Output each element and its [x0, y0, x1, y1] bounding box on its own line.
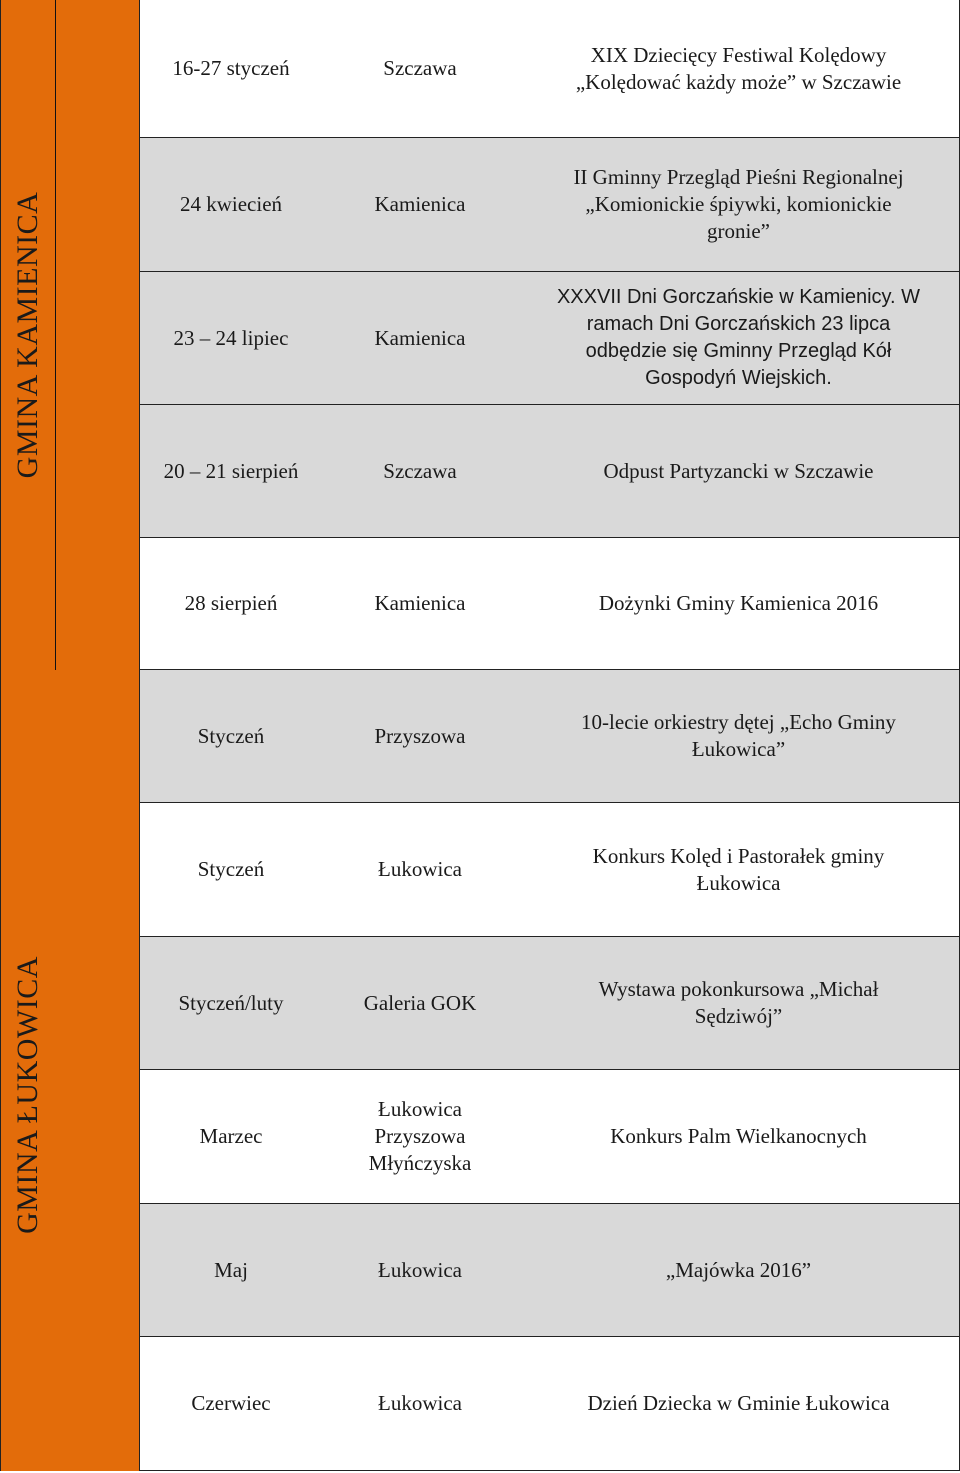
date-cell: Marzec [199, 1124, 263, 1148]
table-row [140, 670, 959, 803]
table-row [140, 1070, 959, 1204]
event-cell: II Gminny Przegląd Pieśni Regionalnej „Komionickie śpiywki, komionickie gronie” [573, 165, 904, 243]
date-cell: 23 – 24 lipiec [173, 325, 289, 350]
place-cell: Kamienica [374, 192, 466, 216]
place-cell: Kamienica [374, 591, 466, 615]
event-cell: Dożynki Gminy Kamienica 2016 [598, 591, 879, 615]
place-cell: Łukowica [378, 1257, 462, 1282]
table-row [140, 1337, 959, 1471]
date-cell: 24 kwiecień [179, 192, 283, 216]
date-cell: 20 – 21 sierpień [163, 458, 299, 483]
event-cell: Dzień Dziecka w Gminie Łukowica [587, 1391, 890, 1415]
place-cell: Kamienica [374, 325, 466, 350]
date-cell: Czerwiec [191, 1391, 271, 1415]
table-row [140, 405, 959, 538]
event-cell: „Majówka 2016” [665, 1257, 812, 1282]
event-cell: Konkurs Palm Wielkanocnych [610, 1124, 867, 1148]
place-cell: Szczawa [383, 56, 457, 80]
table-row [140, 538, 959, 670]
event-cell: 10-lecie orkiestry dętej „Echo Gminy Łukowica” [581, 710, 896, 761]
place-cell: Łukowica [378, 857, 462, 881]
table-row [140, 0, 959, 138]
table-row [140, 803, 959, 937]
event-cell: Wystawa pokonkursowa „Michał Sędziwój” [598, 977, 879, 1028]
event-cell: Odpust Partyzancki w Szczawie [603, 458, 874, 483]
place-cell: Łukowica Przyszowa Młyńczyska [368, 1097, 472, 1175]
table-row [140, 138, 959, 272]
section-kamienica-inner [1, 0, 56, 670]
event-cell: Konkurs Kolęd i Pastorałek gminy Łukowica [592, 843, 885, 895]
place-cell: Łukowica [378, 1391, 462, 1415]
place-cell: Szczawa [383, 458, 457, 483]
section-label-lukowica: GMINA ŁUKOWICA [11, 955, 44, 1234]
date-cell: 28 sierpień [184, 591, 278, 615]
place-cell: Przyszowa [374, 723, 466, 748]
section-lukowica-inner [1, 670, 55, 1471]
event-cell: XXXVII Dni Gorczańskie w Kamienicy. W ramach Dni Gorczańskich 23 lipca odbędzie się Gminny Przegląd Kół Gospodyń Wiejskich. [556, 286, 921, 389]
date-cell: Styczeń [197, 857, 265, 881]
section-label-kamienica: GMINA KAMIENICA [11, 191, 44, 479]
section-kamienica [1, 0, 139, 670]
table-row [140, 937, 959, 1070]
table-row [140, 272, 959, 405]
date-cell: Maj [214, 1257, 248, 1282]
date-cell: Styczeń/luty [178, 990, 284, 1015]
date-cell: 16-27 styczeń [172, 56, 290, 80]
date-cell: Styczeń [197, 723, 265, 748]
table-row [140, 1204, 959, 1337]
place-cell: Galeria GOK [363, 990, 477, 1015]
event-cell: XIX Dziecięcy Festiwal Kolędowy „Kolędować każdy może” w Szczawie [575, 42, 902, 94]
section-lukowica [1, 670, 139, 1471]
